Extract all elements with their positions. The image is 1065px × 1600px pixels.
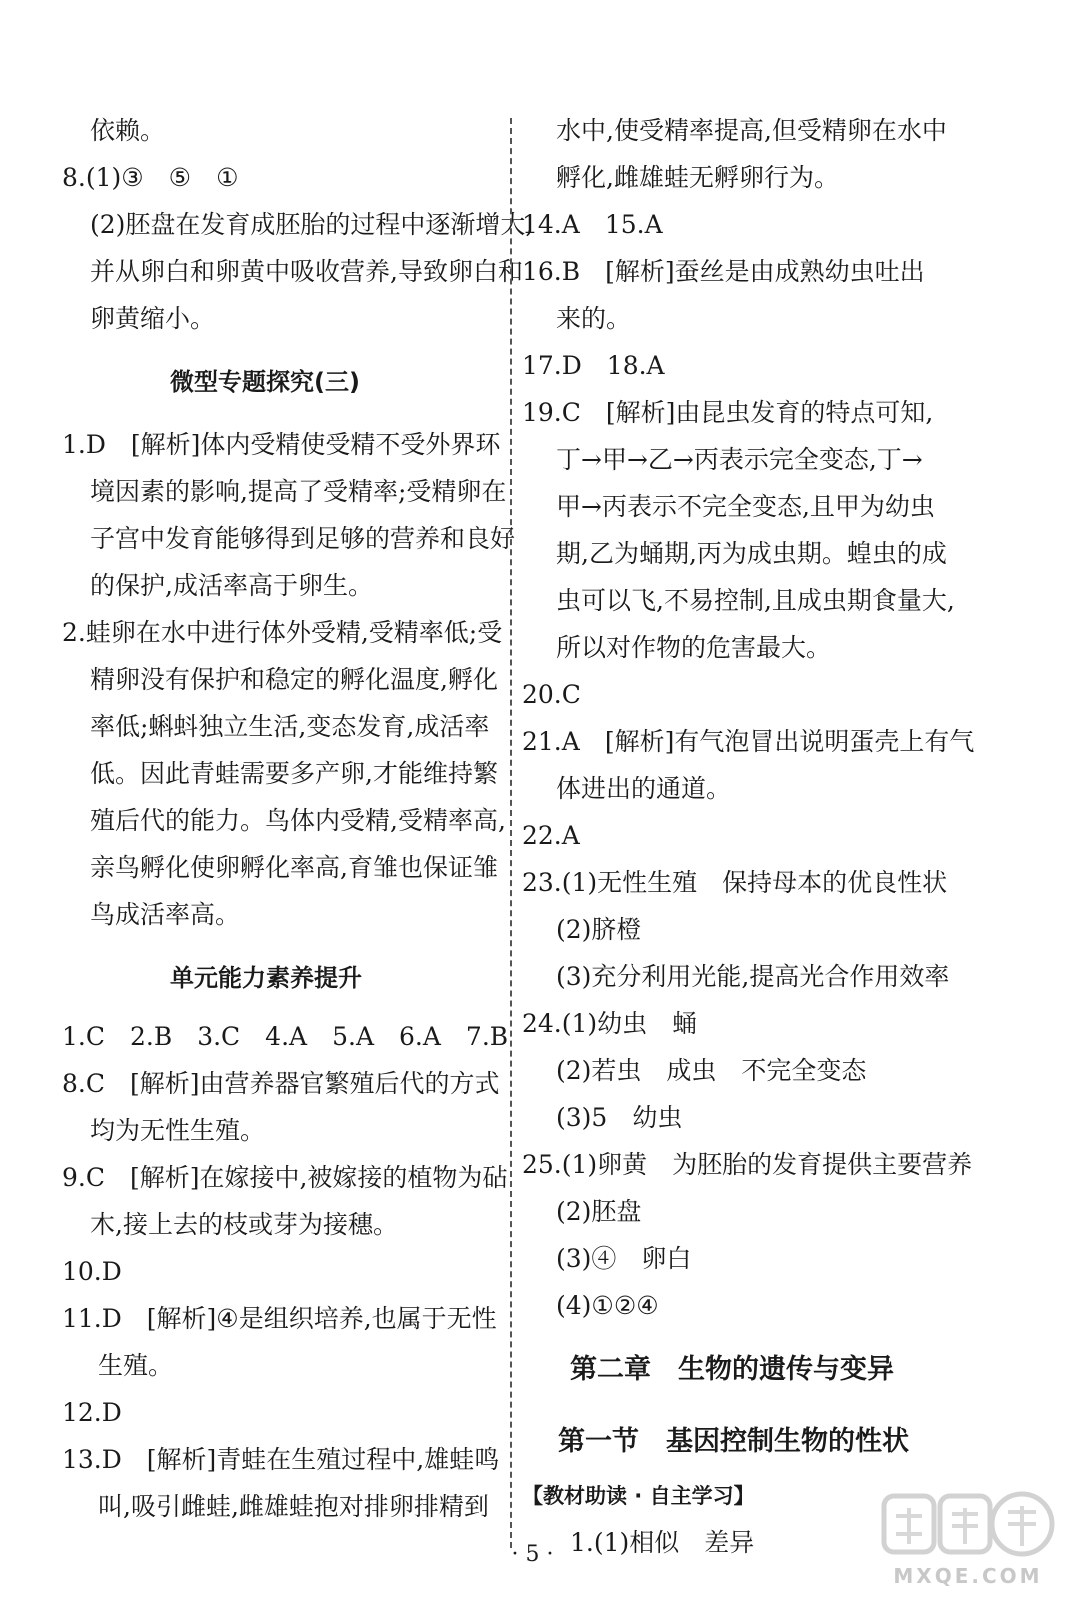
answer-line: (3)5 幼虫 — [556, 1103, 683, 1132]
answer-line: 孵化,雌雄蛙无孵卵行为。 — [556, 163, 839, 192]
section-heading: 微型专题探究(三) — [170, 368, 360, 396]
answer-line: 22.A — [522, 821, 580, 850]
answer-line: 25.(1)卵黄 为胚胎的发育提供主要营养 — [522, 1150, 973, 1179]
answer-line: 8.(1)③ ⑤ ① — [62, 163, 239, 192]
answer-line: (4)①②④ — [556, 1291, 659, 1320]
watermark-text: MXQE.COM — [893, 1564, 1043, 1588]
answer-line: 1.D [解析]体内受精使受精不受外界环 — [62, 430, 501, 459]
answer-line: 来的。 — [556, 304, 632, 333]
answer-line: 体进出的通道。 — [556, 774, 732, 803]
answer-line: 20.C — [522, 680, 581, 709]
answer-line: 精卵没有保护和稳定的孵化温度,孵化 — [90, 665, 498, 694]
answer-line: (2)脐橙 — [556, 915, 642, 944]
answer-line: 卵黄缩小。 — [90, 304, 216, 333]
answer-line: 17.D 18.A — [522, 351, 665, 380]
answer-line: 所以对作物的危害最大。 — [556, 633, 832, 662]
page-number: · 5 · — [511, 1542, 554, 1567]
answer-line: 并从卵白和卵黄中吸收营养,导致卵白和 — [90, 257, 523, 286]
answer-line: 10.D — [62, 1257, 122, 1286]
answer-line: 8.C [解析]由营养器官繁殖后代的方式 — [62, 1069, 500, 1098]
answer-line: 甲→丙表示不完全变态,且甲为幼虫 — [556, 492, 935, 521]
answer-line: 叫,吸引雌蛙,雌雄蛙抱对排卵排精到 — [98, 1492, 489, 1521]
answer-line: 14.A 15.A — [522, 210, 663, 239]
answer-line: 率低;蝌蚪独立生活,变态发育,成活率 — [90, 712, 490, 741]
answer-line: (2)胚盘在发育成胚胎的过程中逐渐增大, — [90, 210, 534, 239]
column-divider — [510, 118, 512, 1548]
answer-line: (2)胚盘 — [556, 1197, 642, 1226]
watermark-logo — [878, 1486, 1058, 1596]
answer-line: 16.B [解析]蚕丝是由成熟幼虫吐出 — [522, 257, 925, 286]
section-heading: 单元能力素养提升 — [170, 964, 362, 992]
answer-line: 24.(1)幼虫 蛹 — [522, 1009, 698, 1038]
answer-line: 木,接上去的枝或芽为接穗。 — [90, 1210, 398, 1239]
answer-line: (3)④ 卵白 — [556, 1244, 692, 1273]
section-heading: 第一节 基因控制生物的性状 — [558, 1426, 909, 1457]
answer-line: 1.C 2.B 3.C 4.A 5.A 6.A 7.B — [62, 1022, 509, 1051]
answer-line: 水中,使受精率提高,但受精卵在水中 — [556, 116, 947, 145]
answer-line: 11.D [解析]④是组织培养,也属于无性 — [62, 1304, 497, 1333]
answer-line: (3)充分利用光能,提高光合作用效率 — [556, 962, 950, 991]
section-heading: 【教材助读 · 自主学习】 — [522, 1484, 755, 1508]
answer-line: 子宫中发育能够得到足够的营养和良好 — [90, 524, 516, 553]
answer-line: 21.A [解析]有气泡冒出说明蛋壳上有气 — [522, 727, 975, 756]
answer-line: 丁→甲→乙→丙表示完全变态,丁→ — [556, 445, 923, 474]
answer-line: 均为无性生殖。 — [90, 1116, 266, 1145]
answer-line: 期,乙为蛹期,丙为成虫期。蝗虫的成 — [556, 539, 947, 568]
answer-line: 13.D [解析]青蛙在生殖过程中,雄蛙鸣 — [62, 1445, 500, 1474]
answer-line: 9.C [解析]在嫁接中,被嫁接的植物为砧 — [62, 1163, 508, 1192]
answer-line: (2)若虫 成虫 不完全变态 — [556, 1056, 867, 1085]
answer-line: 亲鸟孵化使卵孵化率高,育雏也保证雏 — [90, 853, 498, 882]
answer-line: 虫可以飞,不易控制,且成虫期食量大, — [556, 586, 955, 615]
answer-line: 12.D — [62, 1398, 122, 1427]
section-heading: 第二章 生物的遗传与变异 — [570, 1354, 894, 1385]
answer-line: 23.(1)无性生殖 保持母本的优良性状 — [522, 868, 948, 897]
answer-line: 2.蛙卵在水中进行体外受精,受精率低;受 — [62, 618, 503, 647]
answer-line: 的保护,成活率高于卵生。 — [90, 571, 373, 600]
answer-line: 鸟成活率高。 — [90, 900, 241, 929]
answer-line: 生殖。 — [98, 1351, 174, 1380]
watermark-icon — [878, 1486, 1058, 1566]
answer-line: 低。因此青蛙需要多产卵,才能维持繁 — [90, 759, 498, 788]
answer-line: 1.(1)相似 差异 — [570, 1528, 755, 1557]
answer-line: 殖后代的能力。鸟体内受精,受精率高, — [90, 806, 506, 835]
answer-line: 19.C [解析]由昆虫发育的特点可知, — [522, 398, 934, 427]
answer-line: 境因素的影响,提高了受精率;受精卵在 — [90, 477, 507, 506]
answer-line: 依赖。 — [90, 116, 166, 145]
